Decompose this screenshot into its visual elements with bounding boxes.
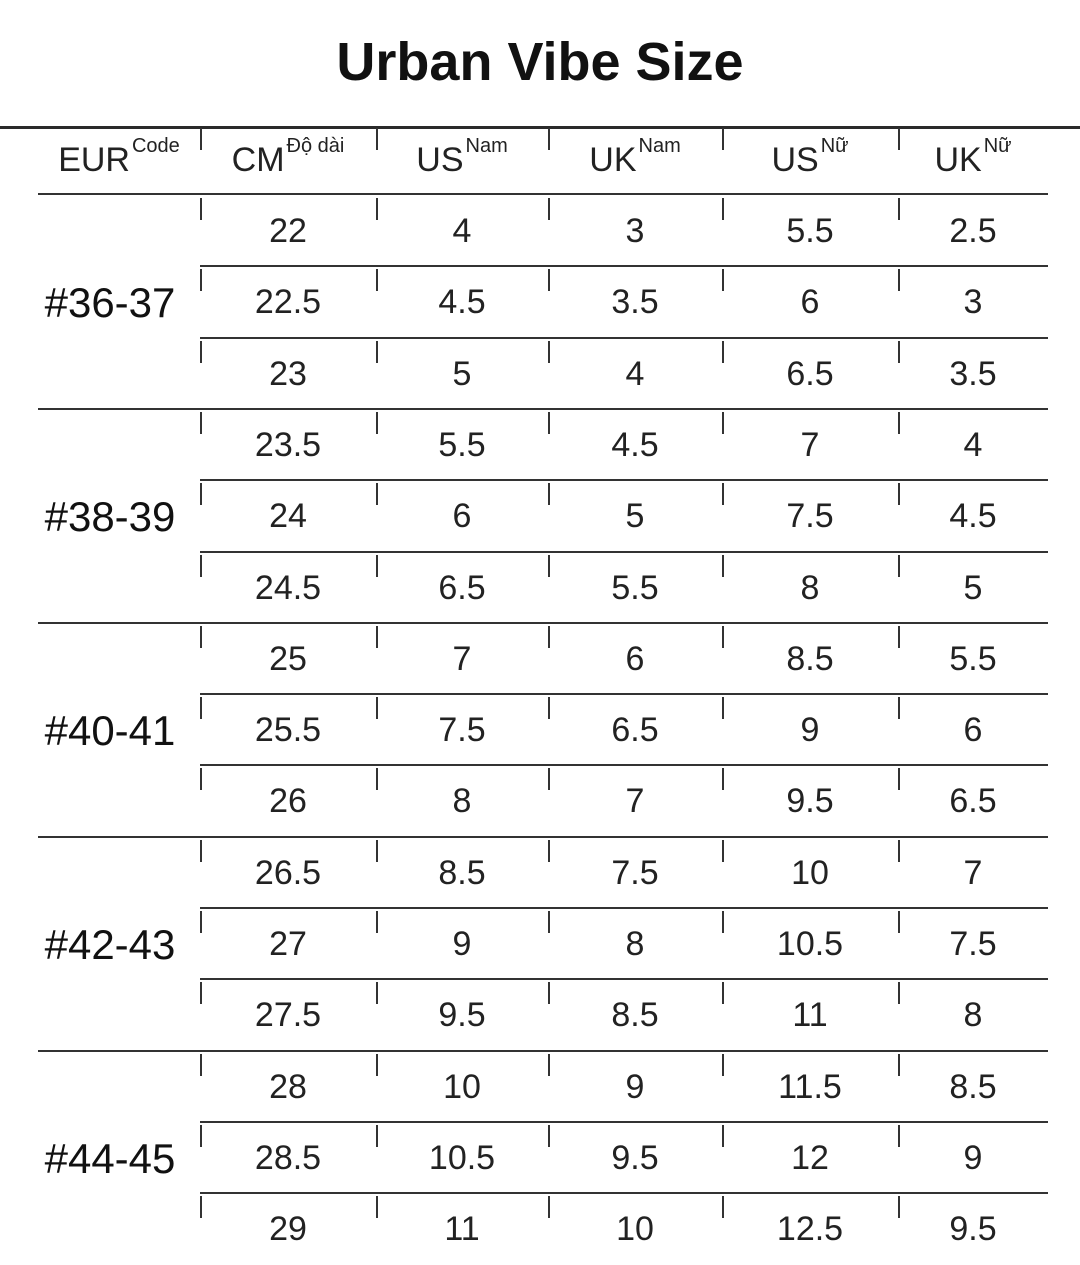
table-cell: 26.5: [254, 853, 322, 892]
header-sublabel: Code: [131, 134, 180, 157]
table-cell: 9: [625, 1067, 645, 1106]
table-cell: 22: [269, 212, 307, 250]
table-cell: 10: [616, 1210, 654, 1249]
table-cell: 8.5: [949, 1067, 997, 1106]
table-cell: 7.5: [438, 711, 486, 750]
header-label: US: [416, 140, 464, 179]
table-cell: 6.5: [786, 354, 834, 393]
table-cell: 6.5: [611, 711, 659, 750]
table-cell: 8.5: [611, 996, 659, 1035]
table-cell: 7: [625, 782, 645, 821]
table-cell: 5.5: [949, 639, 997, 678]
table-cell: 3.5: [949, 354, 997, 393]
header-cell: [376, 128, 548, 192]
header-sublabel: Nam: [638, 134, 681, 157]
table-cell: 8: [800, 568, 820, 607]
table-cell: 24.5: [254, 568, 322, 607]
eur-size-label: #42-43: [44, 920, 176, 968]
page-title: Urban Vibe Size: [336, 32, 744, 92]
table-cell: 7: [452, 639, 472, 678]
table-cell: 5: [452, 354, 472, 393]
table-cell: 4: [452, 212, 472, 250]
column-divider: [548, 128, 550, 150]
table-cell: 26: [269, 782, 307, 821]
header-cell: [722, 128, 898, 192]
table-cell: 7: [800, 425, 820, 464]
column-divider: [200, 128, 202, 150]
table-cell: 4: [625, 354, 645, 393]
table-cell: 24: [269, 497, 307, 536]
header-sublabel: Nam: [465, 134, 508, 157]
table-cell: 4: [963, 425, 983, 464]
table-cell: 9: [800, 711, 820, 750]
table-cell: 9.5: [786, 782, 834, 821]
table-cell: 3: [625, 212, 645, 250]
header-cell: [200, 128, 376, 192]
table-cell: 6.5: [438, 568, 486, 607]
header-rule: [38, 193, 1048, 195]
table-cell: 11: [792, 996, 828, 1035]
column-divider: [898, 128, 900, 150]
table-cell: 9: [963, 1138, 983, 1177]
table-cell: 3: [963, 283, 983, 322]
table-cell: 25: [269, 639, 307, 678]
table-cell: 22.5: [254, 283, 322, 322]
table-cell: 8.5: [786, 639, 834, 678]
table-cell: 27: [269, 925, 307, 963]
table-cell: 5: [963, 568, 983, 607]
table-cell: 27.5: [254, 996, 322, 1035]
table-cell: 23.5: [254, 425, 322, 464]
table-cell: 5: [625, 497, 645, 536]
table-cell: 4.5: [438, 283, 486, 322]
table-cell: 10: [791, 853, 829, 892]
table-cell: 8: [452, 782, 472, 821]
table-cell: 8: [963, 996, 983, 1035]
header-label: UK: [589, 140, 637, 179]
table-cell: 28.5: [254, 1138, 322, 1177]
table-cell: 7.5: [949, 925, 997, 963]
table-cell: 7.5: [611, 853, 659, 892]
table-cell: 3.5: [611, 283, 659, 322]
header-label: UK: [934, 140, 982, 179]
table-cell: 9.5: [611, 1138, 659, 1177]
table-cell: 8.5: [438, 853, 486, 892]
table-cell: 11: [444, 1210, 480, 1249]
table-cell: 6: [452, 497, 472, 536]
table-cell: 8: [625, 925, 645, 963]
eur-size-label: #40-41: [44, 706, 176, 754]
eur-size-label: #36-37: [44, 278, 176, 326]
header-cell: [38, 128, 200, 192]
table-cell: 4.5: [949, 497, 997, 536]
eur-size-label: #38-39: [44, 492, 176, 540]
table-cell: 11.5: [778, 1067, 842, 1106]
table-cell: 9: [452, 925, 472, 963]
table-cell: 6: [800, 283, 820, 322]
table-cell: 9.5: [949, 1210, 997, 1249]
column-divider: [722, 128, 724, 150]
table-cell: 6: [963, 711, 983, 750]
table-cell: 5.5: [786, 212, 834, 250]
table-cell: 9.5: [438, 996, 486, 1035]
table-cell: 5.5: [438, 425, 486, 464]
header-label: CM: [231, 140, 285, 179]
table-cell: 10.5: [776, 925, 844, 963]
header-sublabel: Nữ: [820, 134, 849, 157]
table-cell: 10.5: [428, 1138, 496, 1177]
header-label: US: [771, 140, 819, 179]
table-cell: 25.5: [254, 711, 322, 750]
header-label: EUR: [58, 140, 130, 179]
table-cell: 4.5: [611, 425, 659, 464]
table-cell: 28: [269, 1067, 307, 1106]
table-cell: 12.5: [776, 1210, 844, 1249]
header-cell: [898, 128, 1048, 192]
table-cell: 29: [269, 1210, 307, 1249]
table-cell: 6.5: [949, 782, 997, 821]
table-cell: 7: [963, 853, 983, 892]
column-divider: [376, 128, 378, 150]
table-cell: 10: [443, 1067, 481, 1106]
table-cell: 23: [269, 354, 307, 393]
header-cell: [548, 128, 722, 192]
table-cell: 5.5: [611, 568, 659, 607]
table-cell: 7.5: [786, 497, 834, 536]
table-cell: 2.5: [949, 212, 997, 250]
table-cell: 6: [625, 639, 645, 678]
eur-size-label: #44-45: [44, 1134, 176, 1182]
header-sublabel: Nữ: [983, 134, 1012, 157]
header-sublabel: Độ dài: [286, 134, 345, 157]
table-cell: 12: [791, 1138, 829, 1177]
